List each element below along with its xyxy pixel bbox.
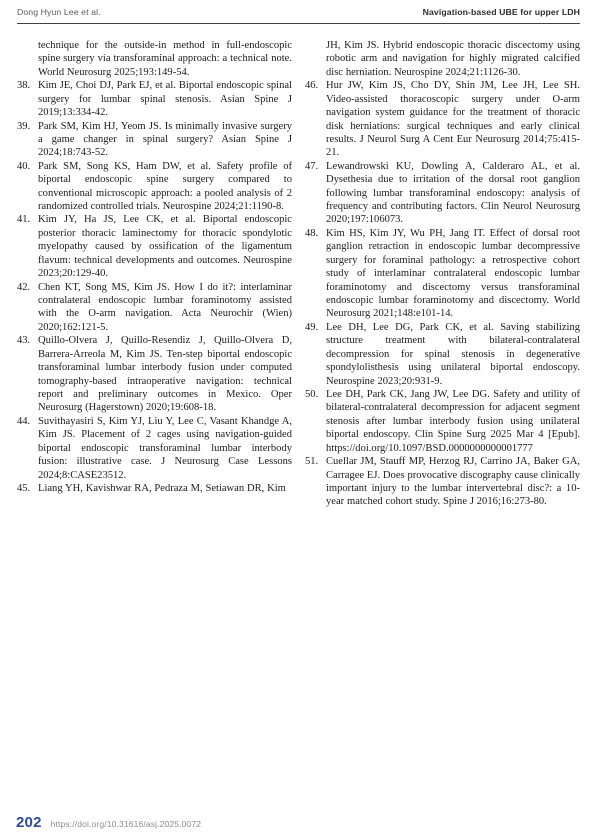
page-number: 202 <box>16 814 42 831</box>
reference-item <box>17 79 292 119</box>
page-footer <box>16 814 201 831</box>
reference-number: 42. <box>17 281 31 293</box>
reference-item <box>305 39 580 79</box>
reference-item <box>17 334 292 415</box>
reference-text: JH, Kim JS. Hybrid endoscopic thoracic discectomy using robotic arm and navigation for highly migrated calcified disc herniation. Neurospine 2024;21:1126-30. <box>326 40 580 78</box>
reference-number: 44. <box>17 415 31 427</box>
reference-text: Park SM, Kim HJ, Yeom JS. Is minimally invasive surgery a game changer in spinal surgery? Asian Spine J 2024;18:743-52. <box>38 120 292 159</box>
reference-text: Kim JE, Choi DJ, Park EJ, et al. Biportal endoscopic spinal surgery for lumbar spinal stenosis. Asian Spine J 2019;13:334-42. <box>38 80 292 119</box>
reference-text: Liang YH, Kavishwar RA, Pedraza M, Setiawan DR, Kim <box>38 482 286 494</box>
reference-text: Suvithayasiri S, Kim YJ, Liu Y, Lee C, Vasant Khandge A, Kim JS. Placement of 2 cages using navigation-guided biportal endoscopic transforaminal lumbar interbody fusion: illustrative case. J Neurosurg Case Lessons 2024;8:CASE23512. <box>38 415 292 481</box>
reference-text: Chen KT, Song MS, Kim JS. How I do it?: interlaminar contralateral endoscopic lumbar foraminotomy assisted with the O-arm navigation. Acta Neurochir (Wien) 2020;162:121-5. <box>38 281 292 333</box>
reference-item <box>17 39 292 79</box>
reference-item <box>305 455 580 509</box>
reference-item <box>305 79 580 160</box>
reference-text: technique for the outside-in method in full-endoscopic spine surgery via transforaminal approach: a technical note. World Neurosurg 2025;193:149-54. <box>38 40 292 78</box>
doi-text: https://doi.org/10.31616/asj.2025.0072 <box>50 819 202 829</box>
reference-text: Lee DH, Park CK, Jang JW, Lee DG. Safety and utility of bilateral-contralateral decompression for adjacent segment stenosis after lumbar interbody fusion using unilateral biportal endoscopy. Clin Spine Surg 2025 Mar 4 [Epub]. https://doi.org/10.1097/BSD.0000000000001777 <box>326 388 580 454</box>
running-head-authors: Dong Hyun Lee et al. <box>17 7 101 17</box>
reference-text: Park SM, Song KS, Ham DW, et al. Safety profile of biportal endoscopic spine surgery compared to conventional microscopic approach: a pooled analysis of 2 randomized controlled trials. Neurospine 2024;21:1190-8. <box>38 160 292 213</box>
reference-number: 41. <box>17 214 31 226</box>
reference-number: 50. <box>305 388 319 400</box>
reference-number: 47. <box>305 160 319 172</box>
reference-text: Kim HS, Kim JY, Wu PH, Jang IT. Effect of dorsal root ganglion retraction in endoscopic lumbar decompressive surgery for foraminal pathology: a retrospective cohort study of interlaminar contralateral endoscopic lumbar foraminotomy and discectomy versus transforaminal endoscopic lumbar foraminotomy and discectomy. World Neurosurg 2021;148:e101-14. <box>326 227 580 320</box>
reference-text: Kim JY, Ha JS, Lee CK, et al. Biportal endoscopic posterior thoracic laminectomy for thoracic spondylotic myelopathy caused by ossification of the ligamentum flavum: technical developments and outcomes. Neurospine 2023;20:129-40. <box>38 214 292 280</box>
reference-item <box>305 321 580 388</box>
references-section <box>17 39 580 509</box>
references-column-left <box>17 39 292 509</box>
reference-text: Quillo-Olvera J, Quillo-Resendiz J, Quillo-Olvera D, Barrera-Arreola M, Kim JS. Ten-step biportal endoscopic transforaminal lumbar interbody fusion under computed tomography-based intraoperative navigation: technical report and preliminary outcomes in Mexico. Oper Neurosurg (Hagerstown) 2020;19:608-18. <box>38 335 292 414</box>
reference-text: Cuellar JM, Stauff MP, Herzog RJ, Carrino JA, Baker GA, Carragee EJ. Does provocative discography cause clinically important injury to the lumbar intervertebral disc?: a 10-year matched cohort study. Spine J 2016;16:273-80. <box>326 456 580 508</box>
reference-number: 45. <box>17 482 31 494</box>
reference-item <box>17 160 292 214</box>
reference-number: 43. <box>17 335 31 347</box>
reference-item <box>17 281 292 335</box>
reference-number: 48. <box>305 227 319 239</box>
reference-item <box>305 227 580 321</box>
reference-number: 40. <box>17 160 31 172</box>
reference-text: Lewandrowski KU, Dowling A, Calderaro AL, et al. Dysethesia due to irritation of the dorsal root ganglion following lumbar transforaminal endoscopy: analysis of frequency and contributing factors. Clin Neurol Neurosurg 2020;197:106073. <box>326 160 580 226</box>
running-head-title: Navigation-based UBE for upper LDH <box>422 7 580 17</box>
reference-text: Lee DH, Lee DG, Park CK, et al. Saving stabilizing structure treatment with bilateral-contralateral decompression for spinal stenosis in degenerative spondylolisthesis using unilateral biportal endoscopy. Neurospine 2023;20:931-9. <box>326 321 580 387</box>
reference-item <box>305 160 580 227</box>
reference-number: 49. <box>305 321 319 333</box>
reference-number: 38. <box>17 80 31 92</box>
reference-item <box>305 388 580 455</box>
reference-item <box>17 482 292 495</box>
reference-text: Hur JW, Kim JS, Cho DY, Shin JM, Lee JH, Lee SH. Video-assisted thoracoscopic surgery under O-arm navigation system guidance for the treatment of thoracic disk herniations: surgical techniques and early clinical results. J Neurol Surg A Cent Eur Neurosurg 2014;75:415-21. <box>326 80 580 159</box>
references-column-right <box>305 39 580 509</box>
running-head <box>17 7 580 24</box>
reference-number: 51. <box>305 456 319 468</box>
reference-number: 39. <box>17 120 31 132</box>
reference-item <box>17 415 292 482</box>
reference-item <box>17 213 292 280</box>
reference-number: 46. <box>305 80 319 92</box>
reference-item <box>17 120 292 160</box>
